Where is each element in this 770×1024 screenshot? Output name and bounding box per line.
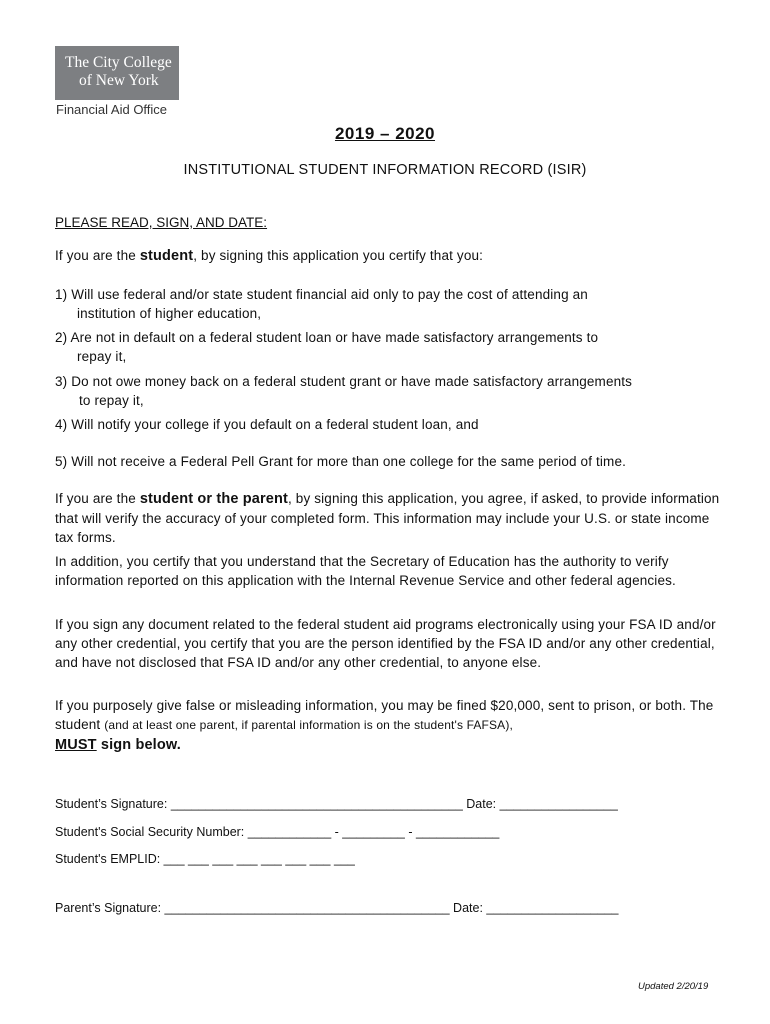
- student-intro: If you are the student, by signing this application you certify that you:: [55, 248, 484, 264]
- ssn-line[interactable]: Student's Social Security Number: ____________ - _________ - ____________: [55, 825, 500, 839]
- instruction: PLEASE READ, SIGN, AND DATE:: [55, 215, 268, 230]
- award-year: 2019 – 2020: [334, 124, 436, 143]
- college-logo: [55, 46, 179, 100]
- student-signature-line[interactable]: Student’s Signature: __________________________________________ Date: _________________: [55, 797, 618, 811]
- certification-1: 1) Will use federal and/or state student financial aid only to pay the cost of attending an institution of higher education,: [55, 287, 588, 321]
- certification-4: 4) Will notify your college if you default on a federal student loan, and: [55, 417, 479, 432]
- parent-paragraph: If you are the student or the parent, by signing this application, you agree, if asked, to provide information that will verify the accuracy of your completed form. This information may include your U.S. or state income tax forms.: [55, 491, 720, 545]
- updated-date: Updated 2/20/19: [638, 981, 709, 992]
- penalty-paragraph: If you purposely give false or misleading information, you may be fined $20,000, sent to prison, or both. The student (and at least one parent, if parental information is on the student's FAFSA), MUST sign below.: [55, 698, 714, 753]
- certification-3: 3) Do not owe money back on a federal student grant or have made satisfactory arrangements to repay it,: [55, 374, 633, 408]
- emplid-line[interactable]: Student's EMPLID: ___ ___ ___ ___ ___ ___ ___ ___: [55, 852, 355, 866]
- logo-line-2: of New York: [79, 72, 159, 89]
- form-title: INSTITUTIONAL STUDENT INFORMATION RECORD (ISIR): [183, 162, 587, 178]
- logo-line-1: The City College: [65, 54, 172, 71]
- certification-5: 5) Will not receive a Federal Pell Grant for more than one college for the same period of time.: [55, 454, 627, 469]
- parent-signature-line[interactable]: Parent’s Signature: _________________________________________ Date: ___________________: [55, 901, 619, 915]
- certification-2: 2) Are not in default on a federal student loan or have made satisfactory arrangements to repay it,: [55, 330, 599, 364]
- addition-paragraph: In addition, you certify that you understand that the Secretary of Education has the authority to verify information reported on this application with the Internal Revenue Service and other federal agencies.: [55, 554, 676, 588]
- fsa-paragraph: If you sign any document related to the federal student aid programs electronically using your FSA ID and/or any other credential, you certify that you are the person identified by the FSA ID and/or any other credential, and have not disclosed that FSA ID and/or any other credential, to anyone else.: [55, 617, 716, 670]
- office-name: Financial Aid Office: [56, 102, 168, 117]
